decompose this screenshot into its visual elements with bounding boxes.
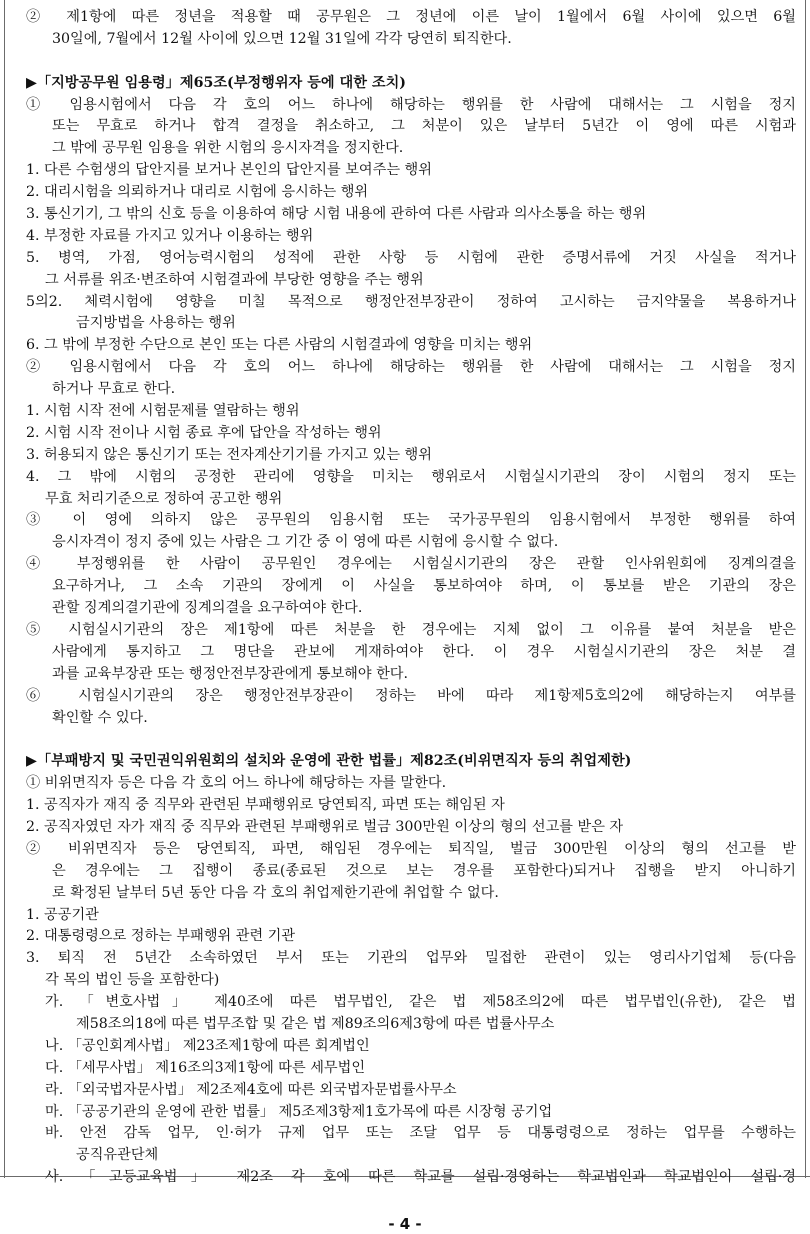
text-line: ② 임용시험에서 다음 각 호의 어느 하나에 해당하는 행위를 한 사람에 대해서는 그 시험을 정지 xyxy=(26,359,796,376)
text-line: 4. 그 밖에 시험의 공정한 관리에 영향을 미치는 행위로서 시험실시기관의 장이 시험의 정지 또는 xyxy=(26,468,796,485)
text-line: 금지방법을 사용하는 행위 xyxy=(76,315,236,332)
text-line: 마. 「공공기관의 운영에 관한 법률」 제5조제3항제1호가목에 따른 시장형 공기업 xyxy=(45,1103,553,1120)
text-line: 30일에, 7월에서 12월 사이에 있으면 12월 31일에 각각 당연히 퇴직한다. xyxy=(52,30,512,47)
text-line: 요구하거나, 그 소속 기관의 장에게 이 사실을 통보하여야 하며, 이 통보를 받은 기관의 장은 xyxy=(52,578,796,595)
text-line: 나. 「공인회계사법」 제23조제1항에 따른 회계법인 xyxy=(45,1037,370,1054)
text-line: 2. 시험 시작 전이나 시험 종료 후에 답안을 작성하는 행위 xyxy=(26,424,382,441)
text-line: 1. 다른 수험생의 답안지를 보거나 본인의 답안지를 보여주는 행위 xyxy=(26,162,432,179)
text-line: 2. 공직자였던 자가 재직 중 직무와 관련된 부패행위로 벌금 300만원 이상의 형의 선고를 받은 자 xyxy=(26,818,624,835)
text-line: 공직유관단체 xyxy=(76,1147,159,1164)
section-heading: ▶「지방공무원 임용령」제65조(부정행위자 등에 대한 조치) xyxy=(26,74,407,91)
text-line: 2. 대통령령으로 정하는 부패행위 관련 기관 xyxy=(26,928,296,945)
blank-line xyxy=(26,51,796,73)
text-line: 각 목의 법인 등을 포함한다) xyxy=(45,972,220,989)
text-line: 2. 대리시험을 의뢰하거나 대리로 시험에 응시하는 행위 xyxy=(26,184,369,201)
text-line: 다. 「세무사법」 제16조의3제1항에 따른 세무법인 xyxy=(45,1059,366,1076)
text-line: ④ 부정행위를 한 사람이 공무원인 경우에는 시험실시기관의 장은 관할 인사위원회에 징계의결을 xyxy=(26,556,796,573)
text-line: 6. 그 밖에 부정한 수단으로 본인 또는 다른 사람의 시험결과에 영향을 미치는 행위 xyxy=(26,337,533,354)
text-line: 4. 부정한 자료를 가지고 있거나 이용하는 행위 xyxy=(26,227,314,244)
blank-line xyxy=(26,729,796,751)
text-line: ⑥ 시험실시기관의 장은 행정안전부장관이 정하는 바에 따라 제1항제5호의2에 해당하는지 여부를 xyxy=(26,687,796,704)
text-line: 확인할 수 있다. xyxy=(52,709,148,726)
text-line: 하거나 무효로 한다. xyxy=(52,381,176,398)
text-line: 가. 「변호사법」 제40조에 따른 법무법인, 같은 법 제58조의2에 따른 법무법인(유한), 같은 법 xyxy=(45,994,796,1011)
text-line: 은 경우에는 그 집행이 종료(종료된 것으로 보는 경우를 포함한다)되거나 집행을 받지 아니하기 xyxy=(52,862,796,879)
text-line: 또는 무효로 하거나 합격 결정을 취소하고, 그 처분이 있은 날부터 5년간 이 영에 따른 시험과 xyxy=(52,118,796,135)
text-line: 5의2. 체력시험에 영향을 미칠 목적으로 행정안전부장관이 정하여 고시하는 금지약물을 복용하거나 xyxy=(26,293,796,310)
text-line: 그 서류를 위조·변조하여 시험결과에 부당한 영향을 주는 행위 xyxy=(45,271,424,288)
right-border xyxy=(805,0,806,1178)
text-line: 3. 통신기기, 그 밖의 신호 등을 이용하여 해당 시험 내용에 관하여 다른 사람과 의사소통을 하는 행위 xyxy=(26,206,647,223)
text-line: ⑤ 시험실시기관의 장은 제1항에 따른 처분을 한 경우에는 지체 없이 그 이유를 붙여 처분을 받은 xyxy=(26,621,796,638)
text-line: ① 비위면직자 등은 다음 각 호의 어느 하나에 해당하는 자를 말한다. xyxy=(26,775,447,792)
text-line: 바. 안전 감독 업무, 인·허가 규제 업무 또는 조달 업무 등 대통령령으로 정하는 업무를 수행하는 xyxy=(45,1125,796,1142)
text-line: 1. 공직자가 재직 중 직무와 관련된 부패행위로 당연퇴직, 파면 또는 해임된 자 xyxy=(26,797,505,814)
text-line: 과를 교육부장관 또는 행정안전부장관에게 통보해야 한다. xyxy=(52,665,408,682)
text-line: 사. 「고등교육법」 제2조 각 호에 따른 학교를 설립·경영하는 학교법인과 학교법인이 설립·경 xyxy=(45,1169,796,1186)
text-line: 3. 퇴직 전 5년간 소속하였던 부서 또는 기관의 업무와 밀접한 관련이 있는 영리사기업체 등(다음 xyxy=(26,950,796,967)
document-body xyxy=(26,7,796,1189)
text-line: 응시자격이 정지 중에 있는 사람은 그 기간 중 이 영에 따른 시험에 응시할 수 없다. xyxy=(52,534,559,551)
left-border xyxy=(4,0,5,1178)
text-line: ② 비위면직자 등은 당연퇴직, 파면, 해임된 경우에는 퇴직일, 벌금 300만원 이상의 형의 선고를 받 xyxy=(26,840,796,857)
text-line: 5. 병역, 가점, 영어능력시험의 성적에 관한 사항 등 시험에 관한 증명서류에 거짓 사실을 적거나 xyxy=(26,249,796,266)
section-heading: ▶「부패방지 및 국민권익위원회의 설치와 운영에 관한 법률」제82조(비위면직자 등의 취업제한) xyxy=(26,753,632,770)
text-line: 1. 공공기관 xyxy=(26,906,99,923)
text-line: 사람에게 통지하고 그 명단을 관보에 게재하여야 한다. 이 경우 시험실시기관의 장은 처분 결 xyxy=(52,643,796,660)
text-line: ③ 이 영에 의하지 않은 공무원의 임용시험 또는 국가공무원의 임용시험에서 부정한 행위를 하여 xyxy=(26,512,796,529)
text-line: 3. 허용되지 않은 통신기기 또는 전자계산기기를 가지고 있는 행위 xyxy=(26,446,432,463)
text-line: 제58조의18에 따른 법무조합 및 같은 법 제89조의6제3항에 따른 법률사무소 xyxy=(76,1015,555,1032)
text-line: 무효 처리기준으로 정하여 공고한 행위 xyxy=(45,490,283,507)
page-number: - 4 - xyxy=(388,1215,422,1233)
text-line: 1. 시험 시작 전에 시험문제를 열람하는 행위 xyxy=(26,403,300,420)
text-line: 관할 징계의결기관에 징계의결을 요구하여야 한다. xyxy=(52,600,363,617)
text-line: 로 확정된 날부터 5년 동안 다음 각 호의 취업제한기관에 취업할 수 없다. xyxy=(52,884,499,901)
text-line: 라. 「외국법자문사법」 제2조제4호에 따른 외국법자문법률사무소 xyxy=(45,1081,457,1098)
text-line: 그 밖에 공무원 임용을 위한 시험의 응시자격을 정지한다. xyxy=(52,140,404,157)
text-line: ① 임용시험에서 다음 각 호의 어느 하나에 해당하는 행위를 한 사람에 대해서는 그 시험을 정지 xyxy=(26,96,796,113)
text-line: ② 제1항에 따른 정년을 적용할 때 공무원은 그 정년에 이른 날이 1월에서 6월 사이에 있으면 6월 xyxy=(26,9,796,25)
